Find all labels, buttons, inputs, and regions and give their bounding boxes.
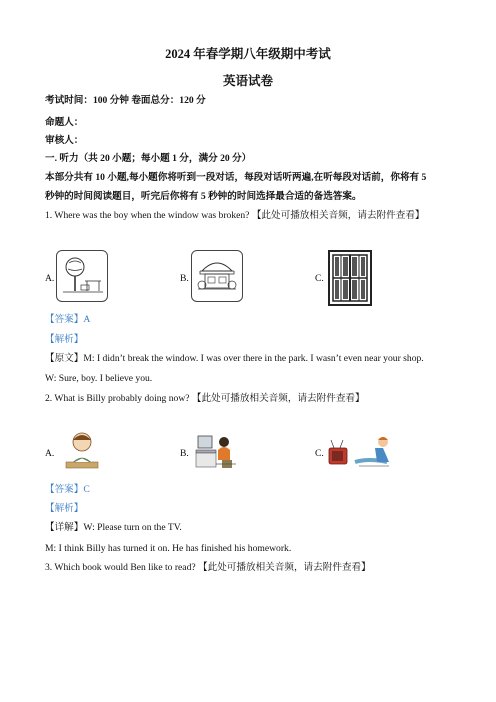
- q1-question: 1. Where was the boy when the window was broken? 【此处可播放相关音频，请去附件查看】: [45, 210, 425, 221]
- q1-analysis-label: 【解析】: [45, 334, 84, 345]
- q1-option-b-shop-image: [191, 250, 243, 302]
- q2-option-b-label: B.: [180, 448, 189, 459]
- q1-option-c-window-image: [327, 249, 373, 307]
- exam-time: 考试时间：100 分钟 卷面总分：120 分: [45, 95, 206, 106]
- q1-option-c-label: C.: [315, 273, 324, 284]
- q2-option-c-label: C.: [315, 448, 324, 459]
- q2-detail-1: 【详解】W: Please turn on the TV.: [45, 522, 182, 533]
- q2-option-b-computer-image: [194, 430, 240, 472]
- q1-transcript-2: W: Sure, boy. I believe you.: [45, 373, 153, 384]
- q1-option-a-park-image: [56, 250, 108, 302]
- section-heading: 一. 听力（共 20 小题；每小题 1 分，满分 20 分）: [45, 153, 252, 164]
- instructions-line-2: 秒钟的时间阅读题目，听完后你将有 5 秒钟的时间选择最合适的备选答案。: [45, 191, 362, 202]
- q1-answer: 【答案】A: [45, 314, 91, 325]
- q1-transcript-1: 【原文】M: I didn’t break the window. I was over there in the park. I wasn’t even near your shop.: [45, 353, 424, 364]
- exam-subtitle: 英语试卷: [222, 74, 273, 88]
- q1-option-b-label: B.: [180, 273, 189, 284]
- q2-option-a-label: A.: [45, 448, 55, 459]
- q2-question: 2. What is Billy probably doing now? 【此处可播放相关音频，请去附件查看】: [45, 393, 365, 404]
- q1-option-a-label: A.: [45, 273, 55, 284]
- q2-analysis-label: 【解析】: [45, 503, 84, 514]
- exam-title: 2024 年春学期八年级期中考试: [165, 47, 331, 61]
- q2-answer: 【答案】C: [45, 484, 90, 495]
- q2-option-c-watching-tv-image: [325, 432, 397, 472]
- instructions-line-1: 本部分共有 10 小题,每小题你将听到一段对话，每段对话听两遍,在听每段对话前，你将有 5: [45, 172, 427, 183]
- q2-option-a-homework-image: [60, 428, 104, 472]
- proposer: 命题人：: [45, 117, 84, 128]
- q3-question: 3. Which book would Ben like to read? 【此处可播放相关音频，请去附件查看】: [45, 562, 371, 573]
- reviewer: 审核人：: [45, 135, 84, 146]
- q2-detail-2: M: I think Billy has turned it on. He has finished his homework.: [45, 543, 292, 554]
